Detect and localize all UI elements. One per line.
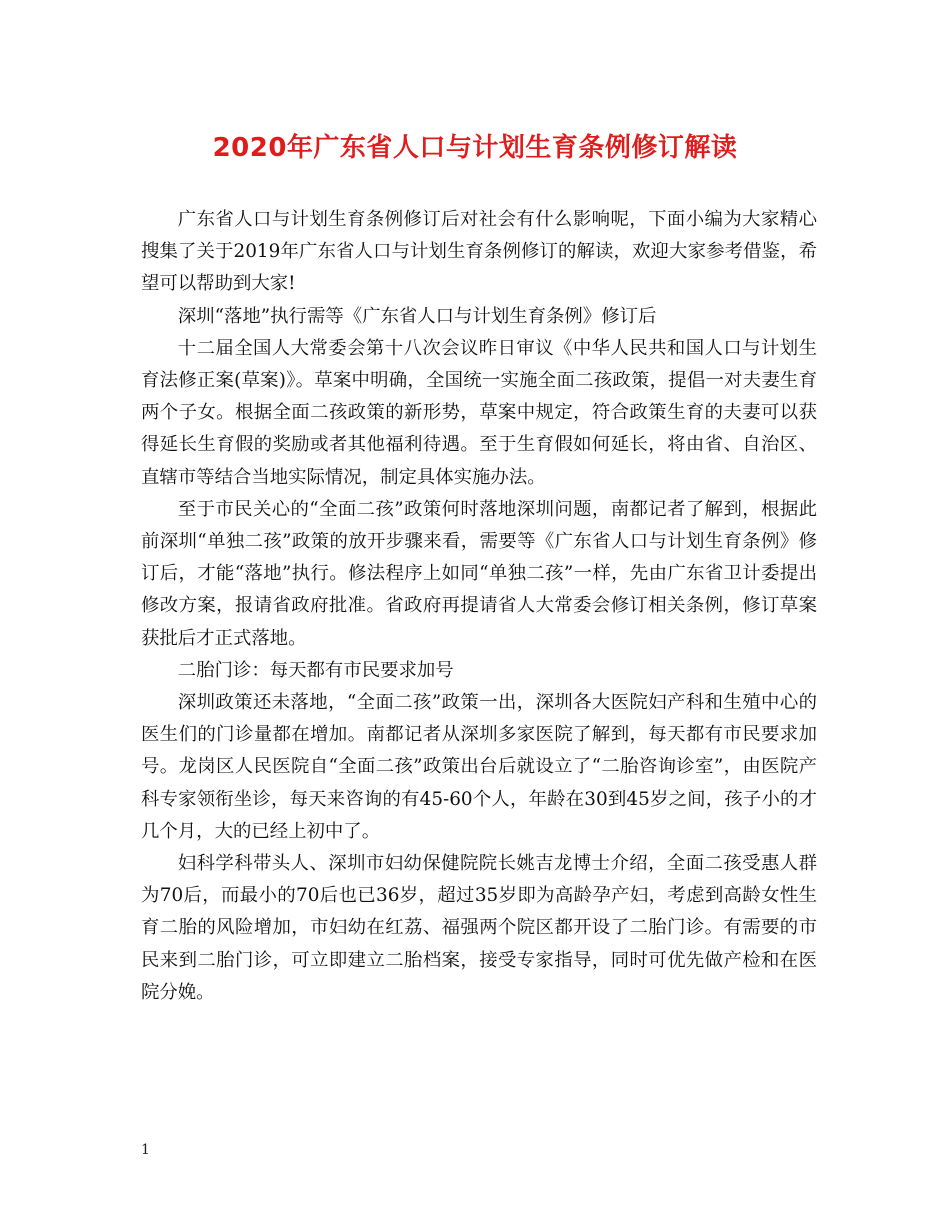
paragraph-hospital-visits: 深圳政策还未落地，“全面二孩”政策一出，深圳各大医院妇产科和生殖中心的医生们的门诊量都在增加。南都记者从深圳多家医院了解到，每天都有市民要求加号。龙岗区人民医院自“全面二孩”政策出台后就设立了“二胎咨询诊室”，由医院产科专家领衔坐诊，每天来咨询的有45-60个人，年龄在30到45岁之间，孩子小的才几个月，大的已经上初中了。 xyxy=(141,692,817,842)
paragraph-npc-review: 十二届全国人大常委会第十八次会议昨日审议《中华人民共和国人口与计划生育法修正案(草案)》。草案中明确，全国统一实施全面二孩政策，提倡一对夫妻生育两个子女。根据全面二孩政策的新形势，草案中规定，符合政策生育的夫妻可以获得延长生育假的奖励或者其他福利待遇。至于生育假如何延长，将由省、自治区、直辖市等结合当地实际情况，制定具体实施办法。 xyxy=(141,337,817,488)
page-title: 2020年广东省人口与计划生育条例修订解读 xyxy=(212,133,738,163)
paragraph-expert-intro: 妇科学科带头人、深圳市妇幼保健院院长姚吉龙博士介绍，全面二孩受惠人群为70后，而最小的70后也已36岁，超过35岁即为高龄孕产妇，考虑到高龄女性生育二胎的风险增加，市妇幼在红荔、福强两个院区都开设了二胎门诊。有需要的市民来到二胎门诊，可立即建立二胎档案，接受专家指导，同时可优先做产检和在医院分娩。 xyxy=(141,853,817,1003)
document-body xyxy=(141,204,817,1009)
paragraph-intro: 广东省人口与计划生育条例修订后对社会有什么影响呢，下面小编为大家精心搜集了关于2019年广东省人口与计划生育条例修订的解读，欢迎大家参考借鉴，希望可以帮助到大家! xyxy=(141,209,817,295)
paragraph-policy-landing: 至于市民关心的“全面二孩”政策何时落地深圳问题，南都记者了解到，根据此前深圳“单独二孩”政策的放开步骤来看，需要等《广东省人口与计划生育条例》修订后，才能“落地”执行。修法程序上如同“单独二孩”一样，先由广东省卫计委提出修改方案，报请省政府批准。省政府再提请省人大常委会修订相关条例，修订草案获批后才正式落地。 xyxy=(141,498,817,649)
page-number: 1 xyxy=(141,1142,150,1158)
section-heading-shenzhen: 深圳“落地”执行需等《广东省人口与计划生育条例》修订后 xyxy=(177,305,657,327)
section-heading-clinic: 二胎门诊：每天都有市民要求加号 xyxy=(177,659,454,681)
